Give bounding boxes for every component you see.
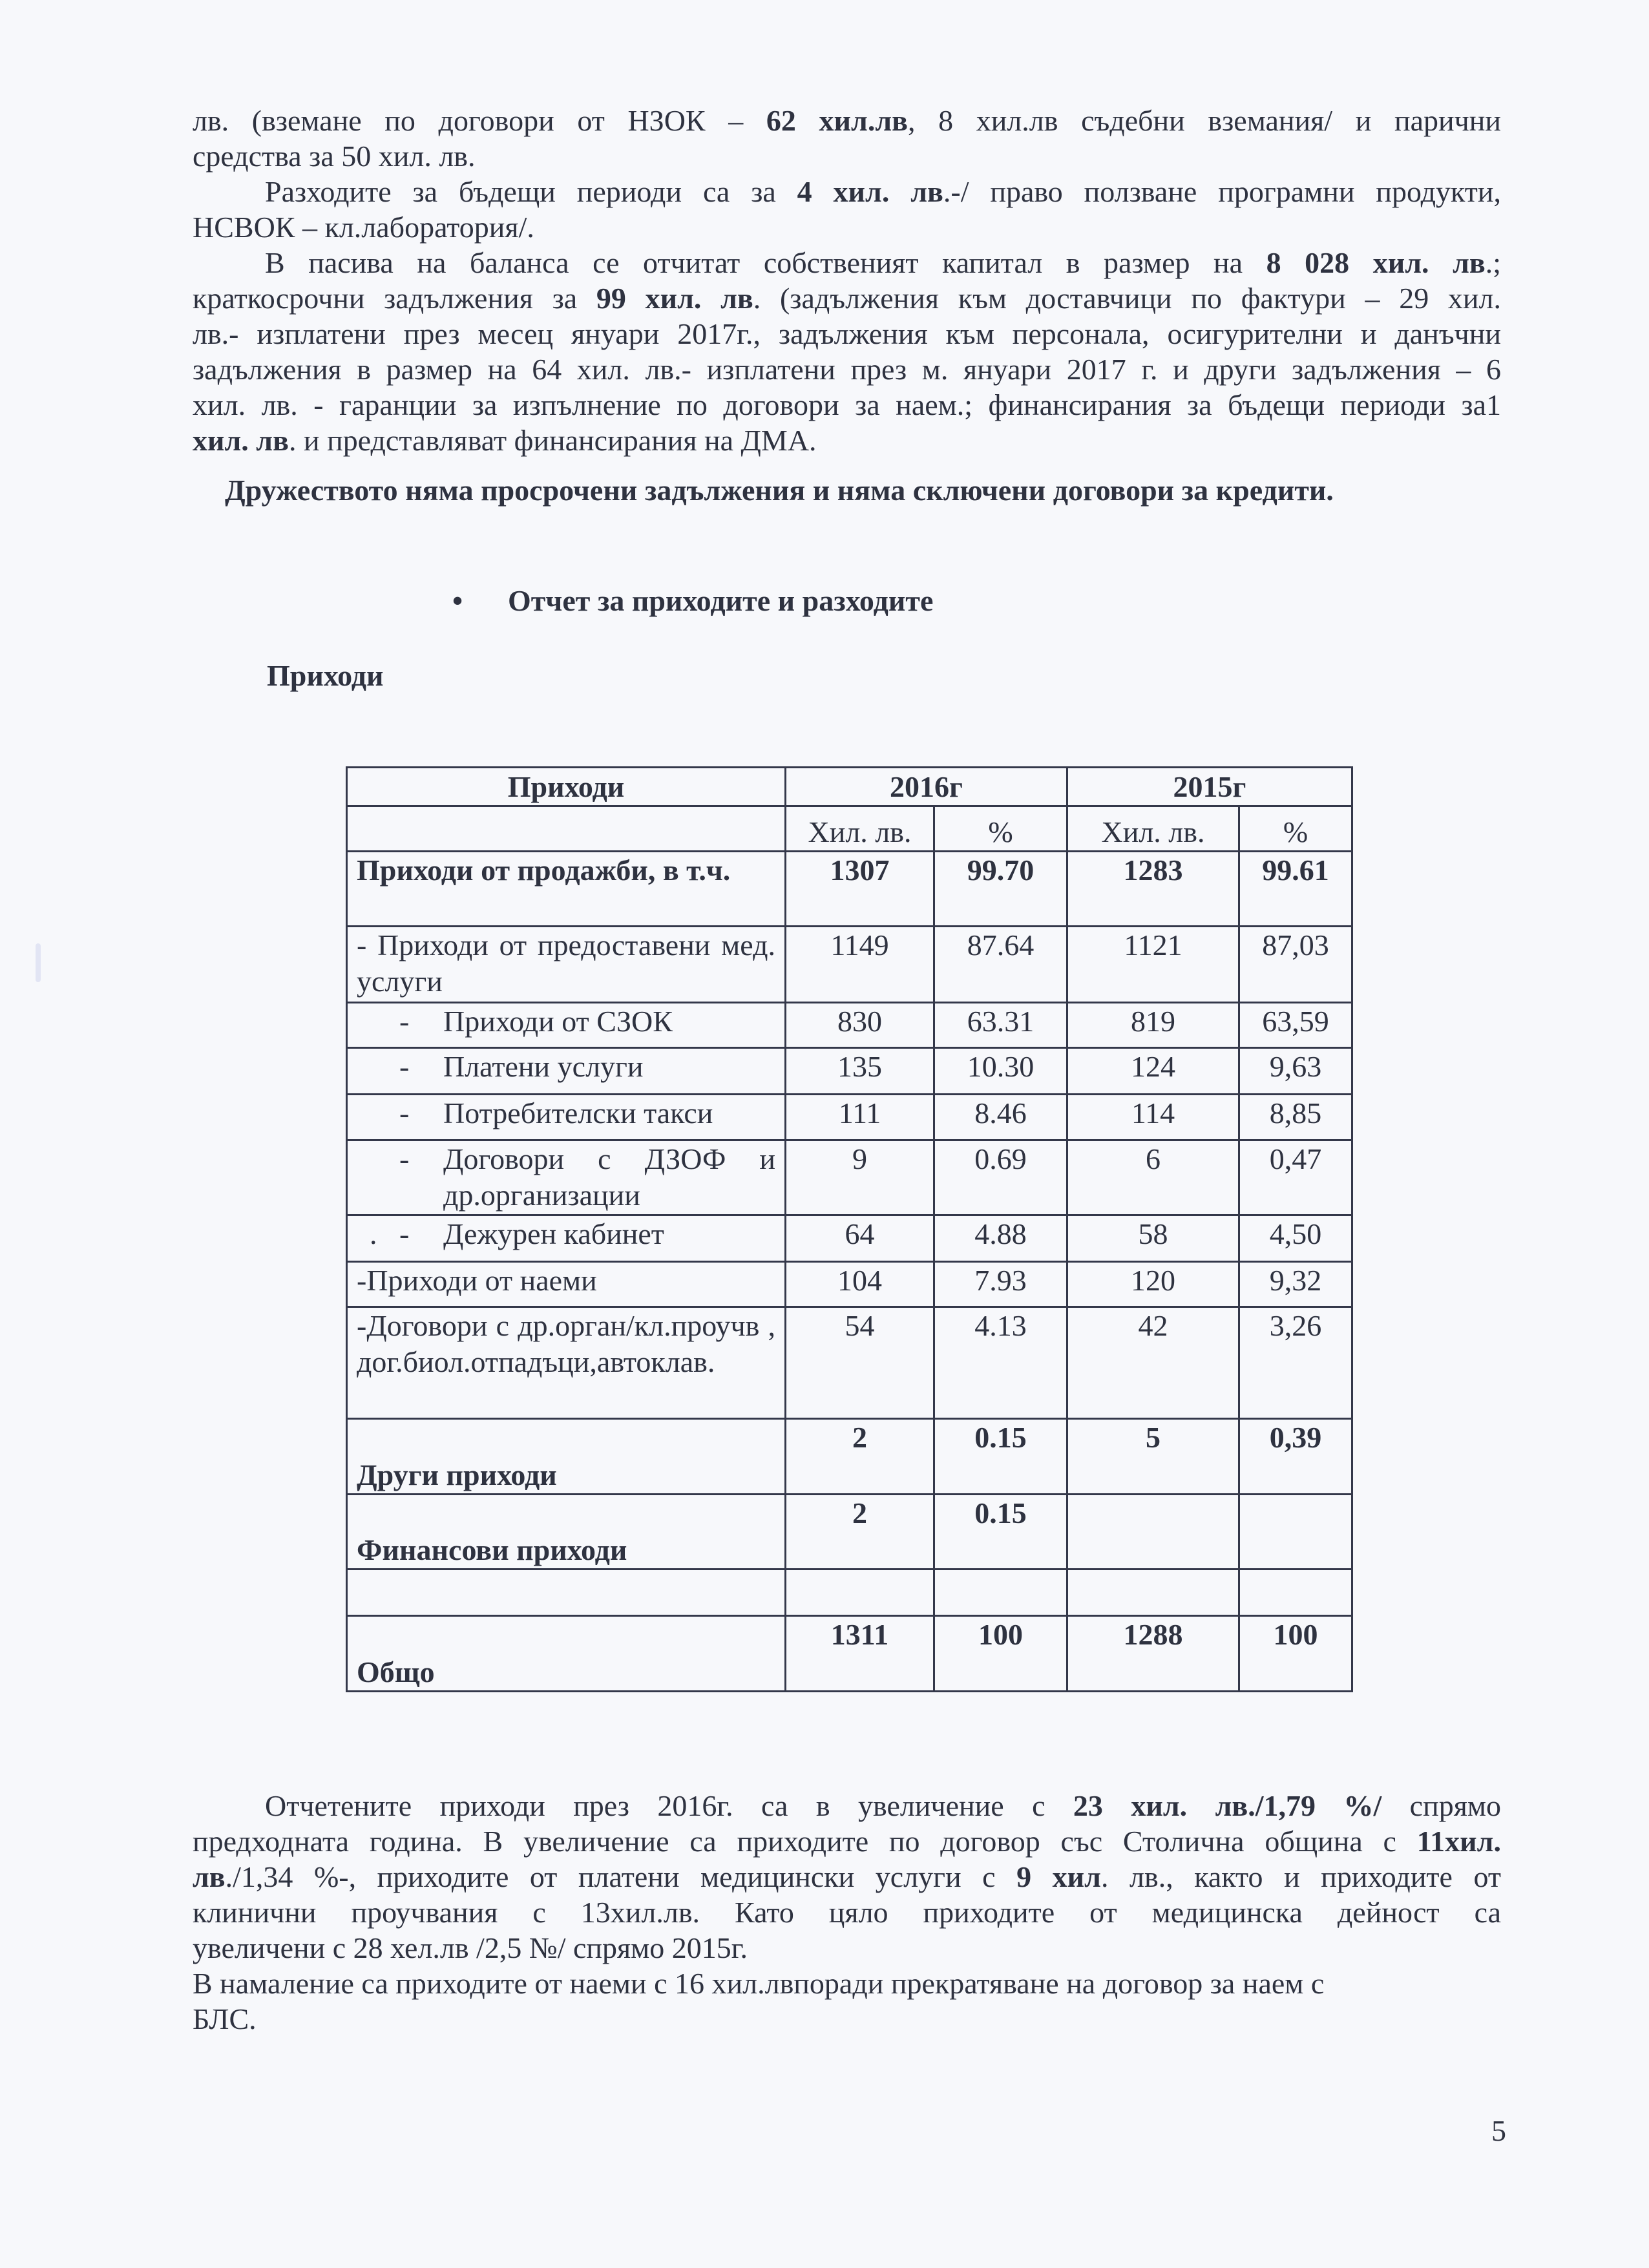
percent-2016-cell: 100	[934, 1616, 1067, 1692]
table-row	[347, 1419, 1352, 1495]
header-unit-2016: Хил. лв.	[786, 806, 934, 852]
value-2016-cell: 111	[786, 1095, 934, 1140]
percent-2015-cell: 99.61	[1239, 852, 1352, 927]
table-row	[347, 1495, 1352, 1570]
value-2016-cell: 2	[786, 1495, 934, 1570]
table-row	[347, 1095, 1352, 1140]
percent-2015-cell	[1239, 1570, 1352, 1616]
row-label: Приходи от продажби, в т.ч.	[357, 854, 731, 887]
value-2016-cell: 1149	[786, 927, 934, 1003]
percent-2015-cell: 9,32	[1239, 1262, 1352, 1307]
text-line	[193, 1930, 1501, 1966]
percent-2015-cell	[1239, 1495, 1352, 1570]
list-dash: . -	[370, 1217, 410, 1250]
table-row	[347, 1140, 1352, 1215]
text-line	[193, 1966, 1501, 2002]
text-line	[265, 174, 1501, 210]
value-2015-cell	[1067, 1495, 1239, 1570]
text-line	[193, 387, 1501, 423]
value-2016-cell	[786, 1570, 934, 1616]
percent-2016-cell: 99.70	[934, 852, 1067, 927]
notice-no-overdue-liabilities: Дружеството няма просрочени задължения и няма сключени договори за кредити.	[225, 474, 1334, 507]
row-label-cell	[347, 1307, 786, 1419]
text-segment: задължения в размер на 64 хил. лв.- изплатени през м. януари 2017 г. и други задължения – 6	[193, 353, 1501, 386]
percent-2016-cell: 0.15	[934, 1419, 1067, 1495]
row-label-cell	[347, 1616, 786, 1692]
percent-2015-cell: 3,26	[1239, 1307, 1352, 1419]
percent-2015-cell: 8,85	[1239, 1095, 1352, 1140]
percent-2016-cell: 0.69	[934, 1140, 1067, 1215]
value-2015-cell: 1121	[1067, 927, 1239, 1003]
text-segment: ./1,34 %-, приходите от платени медицински услуги с	[225, 1860, 1017, 1893]
revenue-table	[346, 766, 1353, 1692]
list-dash: -	[399, 1050, 410, 1083]
percent-2015-cell: 100	[1239, 1616, 1352, 1692]
text-line	[193, 2001, 1501, 2037]
table-row	[347, 1570, 1352, 1616]
text-segment: лв.- изплатени през месец януари 2017г., задължения към персонала, осигурителни и данъчни	[193, 317, 1501, 350]
value-2015-cell: 6	[1067, 1140, 1239, 1215]
text-line	[193, 209, 1501, 246]
text-line	[193, 138, 1501, 174]
value-2016-cell: 2	[786, 1419, 934, 1495]
table-row	[347, 1262, 1352, 1307]
value-2015-cell: 120	[1067, 1262, 1239, 1307]
value-2015-cell: 819	[1067, 1003, 1239, 1048]
value-2015-cell: 114	[1067, 1095, 1239, 1140]
row-label: Платени услуги	[443, 1050, 644, 1083]
bold-text-segment: 99 хил. лв	[596, 282, 753, 315]
value-2015-cell: 1283	[1067, 852, 1239, 927]
percent-2016-cell	[934, 1570, 1067, 1616]
value-2016-cell: 9	[786, 1140, 934, 1215]
text-segment: В намаление са приходите от наеми с 16 хил.лвпоради прекратяване на договор за наем с	[193, 1967, 1325, 2000]
text-line	[193, 423, 1501, 459]
percent-2016-cell: 10.30	[934, 1048, 1067, 1095]
value-2016-cell: 1311	[786, 1616, 934, 1692]
list-dash: -	[399, 1005, 410, 1038]
value-2016-cell: 135	[786, 1048, 934, 1095]
table-row	[347, 1307, 1352, 1419]
table-header-row	[347, 768, 1352, 806]
text-segment: . и представляват финансирания на ДМА.	[288, 424, 817, 457]
text-segment: НСВОК – кл.лаборатория/.	[193, 211, 534, 244]
text-line	[193, 352, 1501, 388]
text-segment: , 8 хил.лв съдебни вземания/ и парични	[907, 104, 1501, 137]
page-number: 5	[1491, 2114, 1506, 2147]
row-label-cell	[347, 1262, 786, 1307]
table-row	[347, 1616, 1352, 1692]
row-label-cell	[347, 1570, 786, 1616]
bold-text-segment: 62 хил.лв	[766, 104, 908, 137]
value-2015-cell: 1288	[1067, 1616, 1239, 1692]
bold-text-segment: 11хил.	[1416, 1825, 1501, 1858]
text-segment: клинични проучвания с 13хил.лв. Като цяло приходите от медицинска дейност са	[193, 1896, 1501, 1929]
list-dash: -	[399, 1097, 410, 1129]
row-label-cell	[347, 1003, 786, 1048]
row-label: Финансови приходи	[357, 1533, 627, 1566]
row-label-cell	[347, 1140, 786, 1215]
value-2015-cell: 124	[1067, 1048, 1239, 1095]
row-label: Дежурен кабинет	[443, 1217, 664, 1250]
percent-2015-cell: 9,63	[1239, 1048, 1352, 1095]
row-label: Други приходи	[357, 1458, 557, 1491]
percent-2016-cell: 63.31	[934, 1003, 1067, 1048]
bold-text-segment: 23 хил. лв./1,79 %/	[1073, 1789, 1382, 1822]
text-segment: краткосрочни задължения за	[193, 282, 596, 315]
value-2016-cell: 64	[786, 1215, 934, 1262]
row-label-cell	[347, 1095, 786, 1140]
text-segment: . (задължения към доставчици по фактури – 29 хил.	[753, 282, 1501, 315]
list-dash: -	[399, 1142, 410, 1175]
bullet-icon: •	[452, 584, 463, 617]
section-heading	[452, 583, 933, 619]
row-label-cell	[347, 1048, 786, 1095]
value-2016-cell: 104	[786, 1262, 934, 1307]
scan-artifact	[36, 943, 41, 982]
text-line	[193, 1895, 1501, 1931]
percent-2015-cell: 0,47	[1239, 1140, 1352, 1215]
percent-2016-cell: 4.13	[934, 1307, 1067, 1419]
text-segment: спрямо	[1381, 1789, 1501, 1822]
table-row	[347, 1003, 1352, 1048]
row-label: Приходи от СЗОК	[443, 1005, 673, 1038]
value-2015-cell: 58	[1067, 1215, 1239, 1262]
text-line	[265, 1788, 1501, 1824]
table-row	[347, 1215, 1352, 1262]
text-segment: Разходите за бъдещи периоди са за	[265, 175, 797, 208]
row-label: Общо	[357, 1655, 435, 1688]
header-revenues: Приходи	[347, 768, 786, 806]
row-label-cell	[347, 1419, 786, 1495]
percent-2016-cell: 0.15	[934, 1495, 1067, 1570]
percent-2015-cell: 87,03	[1239, 927, 1352, 1003]
percent-2015-cell: 0,39	[1239, 1419, 1352, 1495]
text-line	[193, 280, 1501, 317]
value-2015-cell	[1067, 1570, 1239, 1616]
percent-2015-cell: 63,59	[1239, 1003, 1352, 1048]
header-percent-2015: %	[1239, 806, 1352, 852]
row-label-cell	[347, 927, 786, 1003]
row-label: -Договори с др.орган/кл.проучв , дог.биол.отпадъци,автоклав.	[357, 1309, 775, 1378]
percent-2016-cell: 4.88	[934, 1215, 1067, 1262]
percent-2016-cell: 8.46	[934, 1095, 1067, 1140]
text-segment: увеличени с 28 хел.лв /2,5 №/ спрямо 2015г.	[193, 1931, 748, 1964]
value-2016-cell: 1307	[786, 852, 934, 927]
row-label-cell	[347, 852, 786, 927]
value-2016-cell: 54	[786, 1307, 934, 1419]
bold-text-segment: 8 028 хил. лв	[1266, 246, 1486, 279]
text-segment: .-/ право ползване програмни продукти,	[943, 175, 1501, 208]
header-year-2016: 2016г	[786, 768, 1067, 806]
value-2016-cell: 830	[786, 1003, 934, 1048]
row-label: -Приходи от наеми	[357, 1264, 597, 1297]
text-line	[193, 1859, 1501, 1895]
row-label: Потребителски такси	[443, 1097, 713, 1129]
text-segment: лв. (вземане по договори от НЗОК –	[193, 104, 766, 137]
text-segment: В пасива на баланса се отчитат собственият капитал в размер на	[265, 246, 1266, 279]
header-percent-2016: %	[934, 806, 1067, 852]
percent-2016-cell: 87.64	[934, 927, 1067, 1003]
row-label-cell	[347, 1215, 786, 1262]
text-segment: Отчетените приходи през 2016г. са в увеличение с	[265, 1789, 1073, 1822]
bold-text-segment: лв	[193, 1860, 226, 1893]
text-segment: предходната година. В увеличение са приходите по договор със Столична община с	[193, 1825, 1417, 1858]
table-row	[347, 927, 1352, 1003]
text-line	[193, 103, 1501, 139]
value-2015-cell: 42	[1067, 1307, 1239, 1419]
header-empty-cell	[347, 806, 786, 852]
row-label: Договори с ДЗОФ и др.организации	[443, 1142, 775, 1212]
text-segment: хил. лв. - гаранции за изпълнение по договори за наем.; финансирания за бъдещи периоди за1	[193, 388, 1501, 421]
text-segment: .;	[1485, 246, 1502, 279]
row-label: - Приходи от предоставени мед. услуги	[357, 929, 775, 998]
text-segment: БЛС.	[193, 2002, 257, 2035]
value-2015-cell: 5	[1067, 1419, 1239, 1495]
text-line	[265, 245, 1501, 281]
bold-text-segment: 4 хил. лв	[797, 175, 943, 208]
text-segment: . лв., както и приходите от	[1100, 1860, 1501, 1893]
bold-text-segment: хил. лв	[193, 424, 289, 457]
row-label-cell	[347, 1495, 786, 1570]
table-row	[347, 852, 1352, 927]
header-year-2015: 2015г	[1067, 768, 1352, 806]
bold-text-segment: 9 хил	[1016, 1860, 1101, 1893]
percent-2015-cell: 4,50	[1239, 1215, 1352, 1262]
header-unit-2015: Хил. лв.	[1067, 806, 1239, 852]
subheading-revenues: Приходи	[267, 659, 384, 692]
text-segment: средства за 50 хил. лв.	[193, 140, 476, 173]
percent-2016-cell: 7.93	[934, 1262, 1067, 1307]
text-line	[193, 316, 1501, 352]
text-line	[193, 1823, 1501, 1860]
table-row	[347, 1048, 1352, 1095]
section-title: Отчет за приходите и разходите	[508, 584, 934, 617]
table-subheader-row	[347, 806, 1352, 852]
